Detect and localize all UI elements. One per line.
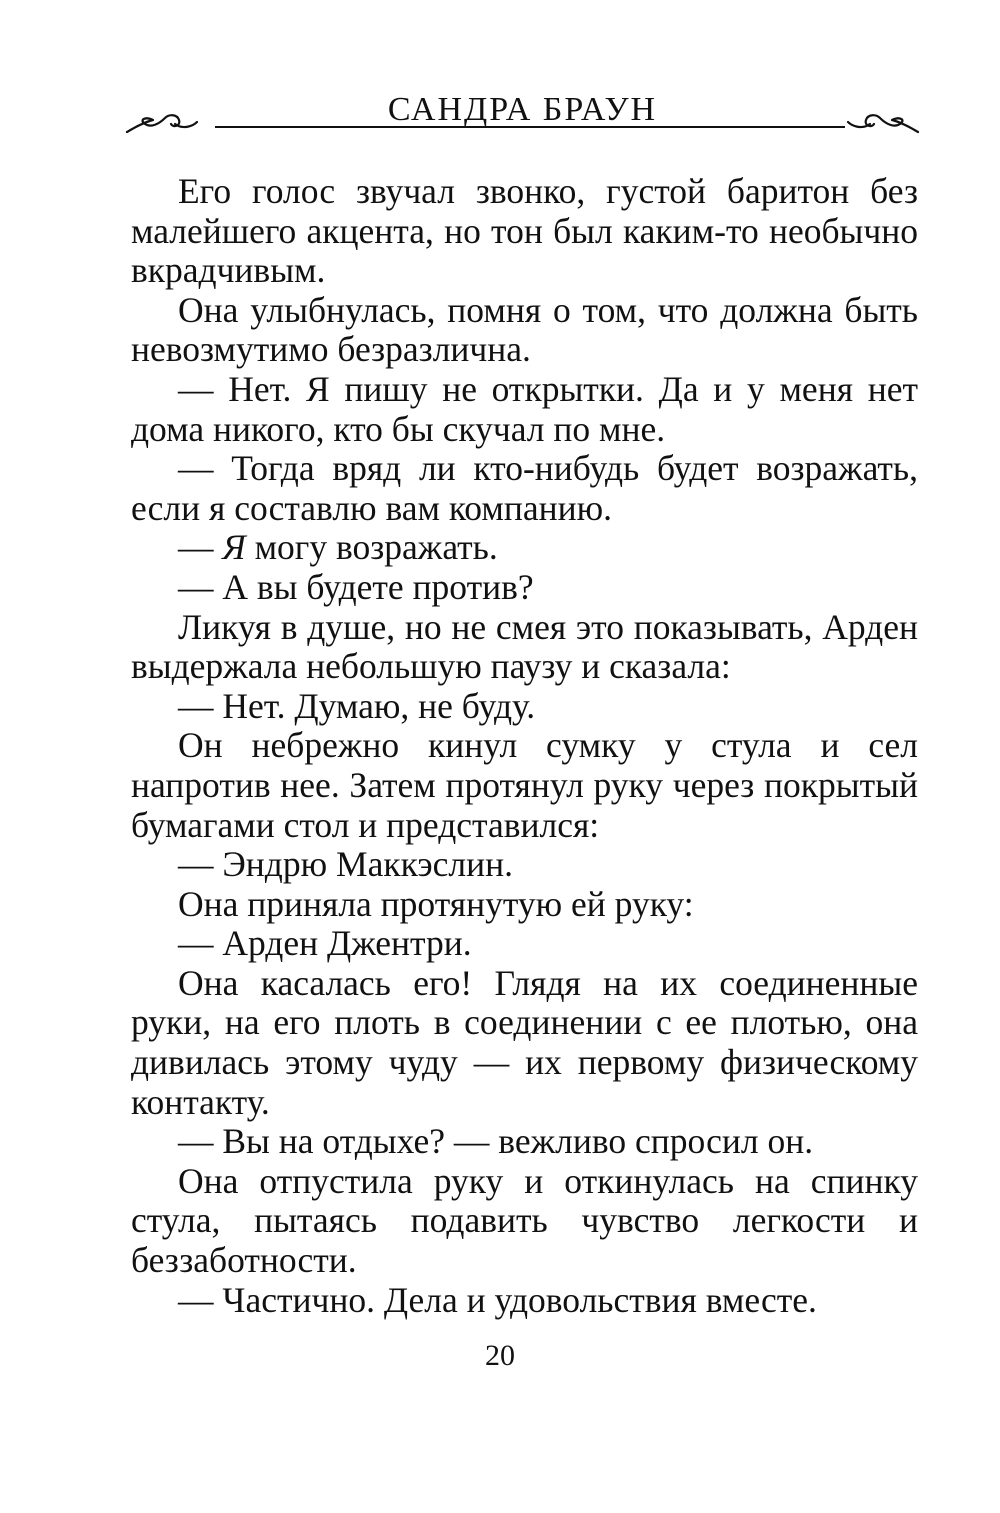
left-flourish xyxy=(127,115,197,132)
ornamental-rule xyxy=(125,112,920,140)
paragraph xyxy=(131,528,918,568)
paragraph: Она касалась его! Глядя на их соединенные руки, на его плоть в соединении с ее плотью, она дивилась этому чуду — их первому физическому контакту. xyxy=(131,962,918,1122)
paragraph: — Нет. Я пишу не открытки. Да и у меня нет дома никого, кто бы скучал по мне. xyxy=(131,368,918,449)
paragraph: — Эндрю Маккэслин. xyxy=(178,844,513,885)
dialogue-dash: — xyxy=(178,527,223,568)
paragraph: — Вы на отдыхе? — вежливо спросил он. xyxy=(178,1121,814,1162)
paragraph: — Частично. Дела и удовольствия вместе. xyxy=(178,1279,817,1320)
paragraph: — А вы будете против? xyxy=(178,566,534,607)
emphasized-word: Я xyxy=(222,527,246,568)
paragraph: — Арден Джентри. xyxy=(178,923,472,964)
paragraph: — Нет. Думаю, не буду. xyxy=(178,685,536,726)
paragraph: — Тогда вряд ли кто-нибудь будет возражать, если я составлю вам компанию. xyxy=(131,448,918,528)
page-number: 20 xyxy=(485,1339,515,1372)
paragraph: Она отпустила руку и откинулась на спинку стула, пытаясь подавить чувство легкости и беззаботности. xyxy=(131,1160,918,1281)
paragraph: Она улыбнулась, помня о том, что должна быть невозмутимо безразлична. xyxy=(131,289,918,370)
right-flourish xyxy=(848,115,918,132)
page-header xyxy=(125,82,920,152)
paragraph: Он небрежно кинул сумку у стула и сел напротив нее. Затем протянул руку через покрытый бумагами стол и представился: xyxy=(131,725,918,845)
paragraph: Ликуя в душе, но не смея это показывать, Арден выдержала небольшую паузу и сказала: xyxy=(131,606,918,687)
running-title: САНДРА БРАУН xyxy=(387,91,658,128)
body-text xyxy=(131,172,918,1320)
paragraph: Его голос звучал звонко, густой баритон без малейшего акцента, но тон был каким-то необычно вкрадчивым. xyxy=(131,171,918,291)
paragraph-rest: могу возражать. xyxy=(245,527,498,568)
paragraph: Она приняла протянутую ей руку: xyxy=(178,883,694,924)
